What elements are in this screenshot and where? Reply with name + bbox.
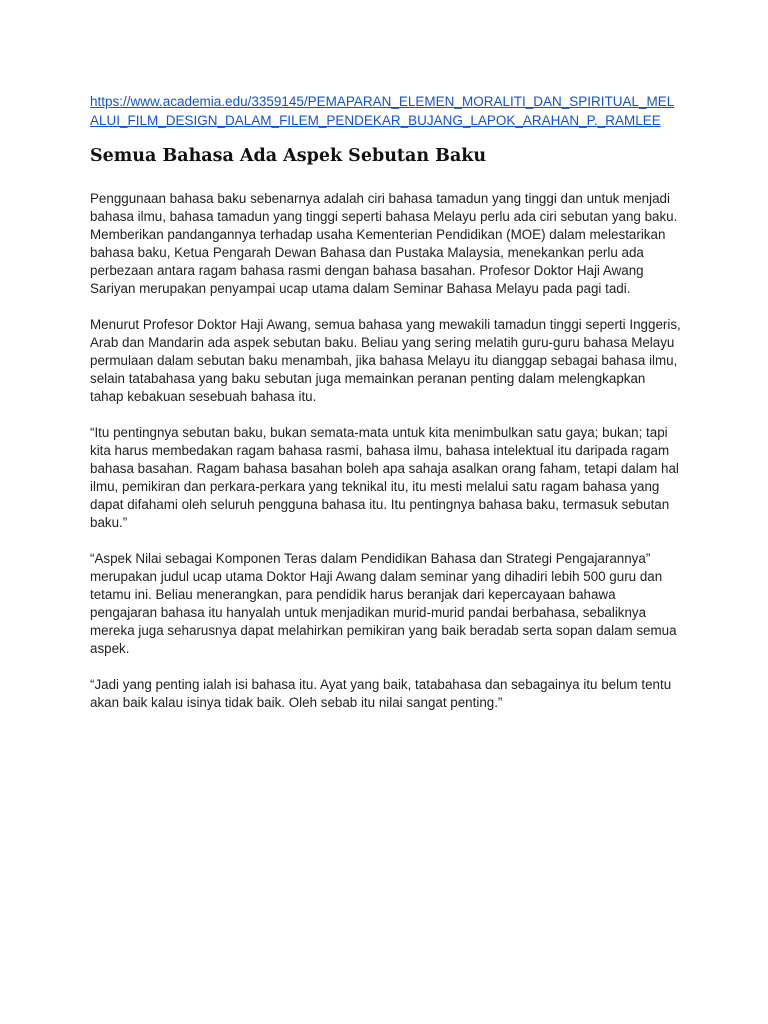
article-paragraph: “Itu pentingnya sebutan baku, bukan semata-mata untuk kita menimbulkan satu gaya; bukan; tapi kita harus membedakan ragam bahasa rasmi, bahasa ilmu, bahasa intelektual itu daripada ragam bahasa basahan. Ragam bahasa basahan boleh apa sahaja asalkan orang faham, tetapi dalam hal ilmu, pemikiran dan perkara-perkara yang teknikal itu, itu mesti melalui satu ragam bahasa yang dapat difahami oleh seluruh pengguna bahasa itu. Itu pentingnya bahasa baku, termasuk sebutan baku.” xyxy=(90,425,679,530)
article-paragraph: Penggunaan bahasa baku sebenarnya adalah ciri bahasa tamadun yang tinggi dan untuk menjadi bahasa ilmu, bahasa tamadun yang tinggi seperti bahasa Melayu perlu ada ciri sebutan yang baku. Memberikan pandangannya terhadap usaha Kementerian Pendidikan (MOE) dalam melestarikan bahasa baku, Ketua Pengarah Dewan Bahasa dan Pustaka Malaysia, menekankan perlu ada perbezaan antara ragam bahasa rasmi dengan bahasa basahan. Profesor Doktor Haji Awang Sariyan merupakan penyampai ucap utama dalam Seminar Bahasa Melayu pada pagi tadi. xyxy=(90,191,678,296)
document-page xyxy=(90,92,682,712)
article-paragraph: “Aspek Nilai sebagai Komponen Teras dalam Pendidikan Bahasa dan Strategi Pengajarannya” merupakan judul ucap utama Doktor Haji Awang dalam seminar yang dihadiri lebih 500 guru dan tetamu ini. Beliau menerangkan, para pendidik harus beranjak dari kepercayaan bahawa pengajaran bahasa itu hanyalah untuk menjadikan murid-murid pandai berbahasa, sebaliknya mereka juga seharusnya dapat melahirkan pemikiran yang baik beradab serta sopan dalam semua aspek. xyxy=(90,551,677,656)
article-title: Semua Bahasa Ada Aspek Sebutan Baku xyxy=(90,146,487,166)
article-body xyxy=(90,190,682,712)
source-link[interactable]: https://www.academia.edu/3359145/PEMAPARAN_ELEMEN_MORALITI_DAN_SPIRITUAL_MELALUI_FILM_DESIGN_DALAM_FILEM_PENDEKAR_BUJANG_LAPOK_ARAHAN_P._RAMLEE xyxy=(90,94,675,128)
article-paragraph: “Jadi yang penting ialah isi bahasa itu. Ayat yang baik, tatabahasa dan sebagainya itu belum tentu akan baik kalau isinya tidak baik. Oleh sebab itu nilai sangat penting.” xyxy=(90,677,672,710)
article-paragraph: Menurut Profesor Doktor Haji Awang, semua bahasa yang mewakili tamadun tinggi seperti Inggeris, Arab dan Mandarin ada aspek sebutan baku. Beliau yang sering melatih guru-guru bahasa Melayu permulaan dalam sebutan baku menambah, jika bahasa Melayu itu dianggap sebagai bahasa ilmu, selain tatabahasa yang baku sebutan juga memainkan peranan penting dalam melengkapkan tahap kebakuan sesebuah bahasa itu. xyxy=(90,317,681,404)
